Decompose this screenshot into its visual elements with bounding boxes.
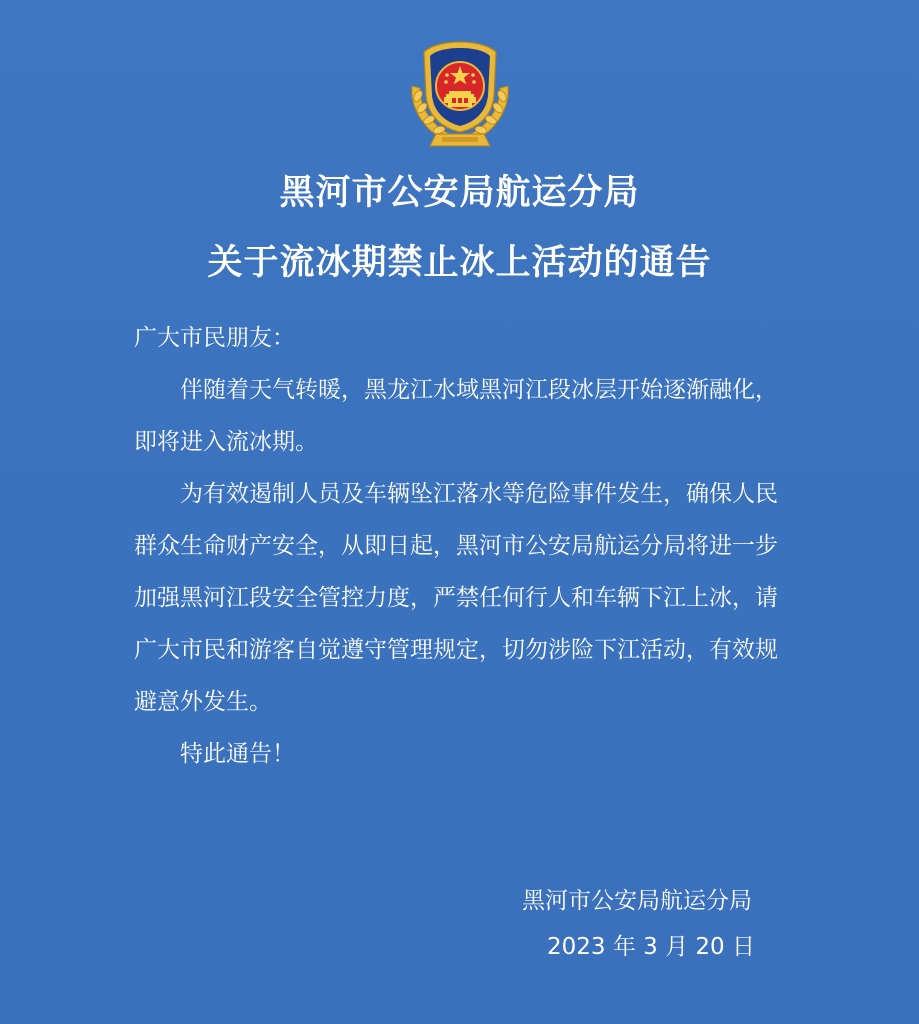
police-emblem-icon	[402, 36, 518, 150]
signature-organization: 黑河市公安局航运分局	[522, 888, 752, 914]
notice-title-line-2: 关于流冰期禁止冰上活动的通告	[207, 243, 712, 283]
signature-date: 2023 年 3 月 20 日	[547, 934, 755, 960]
paragraph-1: 伴随着天气转暖，黑龙江水域黑河江段冰层开始逐渐融化，即将进入流冰期。	[134, 377, 778, 455]
closing-line: 特此通告！	[180, 741, 295, 767]
notice-title-line-1: 黑河市公安局航运分局	[279, 173, 640, 213]
salutation: 广大市民朋友：	[134, 325, 295, 351]
paragraph-2: 为有效遏制人员及车辆坠江落水等危险事件发生，确保人民群众生命财产安全，从即日起，黑河市公安局航运分局将进一步加强黑河江段安全管控力度，严禁任何行人和车辆下江上冰，请广大市民和游客自觉遵守管理规定，切勿涉险下江活动，有效规避意外发生。	[134, 481, 778, 715]
notice-body	[134, 312, 788, 780]
